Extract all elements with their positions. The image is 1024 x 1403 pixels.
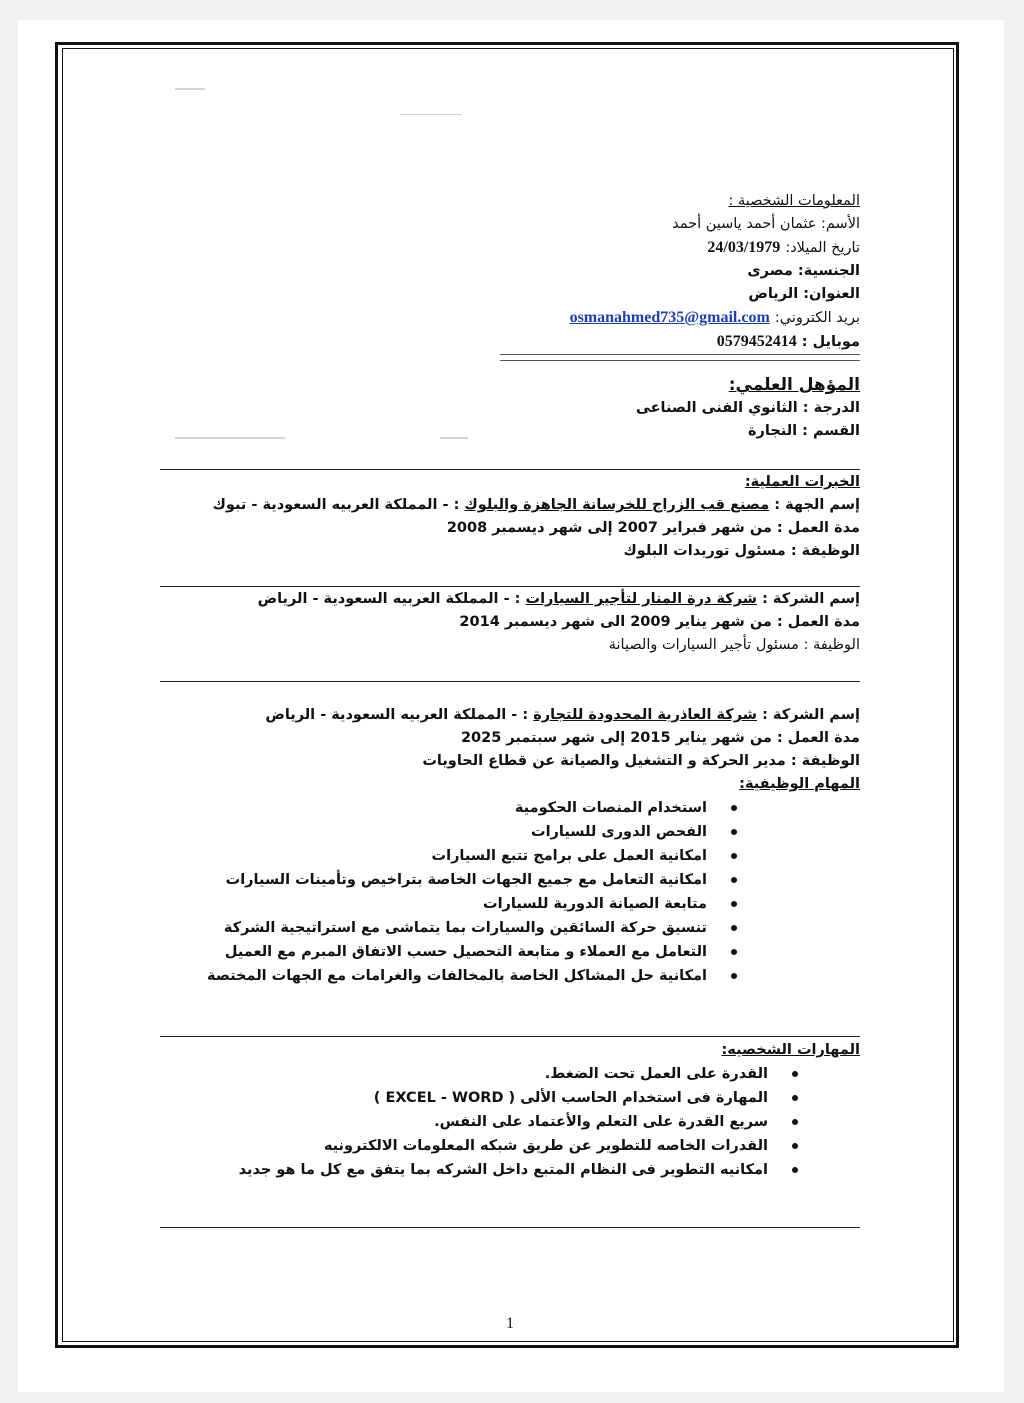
list-item — [160, 1134, 798, 1158]
list-item — [160, 796, 737, 820]
experience-heading: الخبرات العملية: — [744, 474, 860, 490]
task-text: امكانية حل المشاكل الخاصة بالمخالفات والغرامات مع الجهات المختصة — [207, 968, 707, 984]
mobile-value: 0579452414 — [716, 333, 797, 350]
job-3-period: مدة العمل : من شهر يناير 2015 إلى شهر سبتمبر 2025 — [460, 730, 860, 746]
tasks-heading: المهام الوظيفية: — [739, 776, 860, 792]
bullet-icon — [731, 805, 737, 811]
list-item — [160, 1062, 798, 1086]
bullet-icon — [731, 973, 737, 979]
personal-heading: المعلومات الشخصية : — [728, 193, 860, 209]
task-text: استخدام المنصات الحكومية — [514, 800, 707, 816]
task-text: متابعة الصيانة الدورية للسيارات — [483, 896, 707, 912]
page-number: 1 — [506, 1315, 514, 1332]
job-1-org — [160, 494, 860, 517]
job-2-role: الوظيفة : مسئول تأجير السيارات والصيانة — [608, 637, 860, 653]
education-heading: المؤهل العلمي: — [728, 375, 860, 395]
section-divider — [160, 1036, 860, 1037]
bullet-icon — [731, 877, 737, 883]
job-org-location: : - المملكة العربيه السعودية - الرياض — [265, 707, 529, 723]
double-divider — [500, 354, 860, 361]
list-item — [160, 964, 737, 988]
skill-text: سريع القدرة على التعلم والأعتماد على النفس. — [434, 1114, 768, 1130]
tasks-list — [160, 796, 737, 988]
task-text: التعامل مع العملاء و متابعة التحصيل حسب الاتفاق المبرم مع العميل — [224, 944, 707, 960]
skills-list-wrapper — [160, 1062, 798, 1182]
section-divider — [160, 1227, 860, 1228]
skills-list — [160, 1062, 798, 1182]
job-3-org — [160, 704, 860, 727]
bullet-icon — [731, 925, 737, 931]
list-item — [160, 868, 737, 892]
section-divider — [160, 469, 860, 470]
job-org-name: شركة درة المنار لتأجير السيارات — [525, 591, 758, 607]
skill-text: القدرة على العمل تحت الضغط. — [544, 1066, 768, 1082]
section-divider — [160, 586, 860, 587]
job-2-period: مدة العمل : من شهر يناير 2009 الى شهر ديسمبر 2014 — [459, 614, 860, 630]
section-divider — [160, 681, 860, 682]
job-org-name: شركة العاذرية المحدودة للتجارة — [533, 707, 758, 723]
experience-section — [160, 471, 860, 563]
job-3-role: الوظيفة : مدير الحركة و التشغيل والصيانة عن قطاع الحاويات — [422, 753, 860, 769]
list-item — [160, 1086, 798, 1110]
skill-text: امكانيه التطوير فى النظام المتبع داخل الشركه بما يتفق مع كل ما هو جديد — [238, 1162, 768, 1178]
list-item — [160, 916, 737, 940]
birth-label: تاريخ الميلاد: — [785, 240, 860, 256]
skill-text: المهارة فى استخدام الحاسب الألى ( EXCEL - WORD ) — [373, 1090, 768, 1106]
task-text: تنسيق حركة السائقين والسيارات بما يتماشى مع استراتيجية الشركة — [223, 920, 707, 936]
skills-section — [160, 1039, 860, 1062]
skill-text: القدرات الخاصه للتطوير عن طريق شبكه المعلومات الالكترونيه — [323, 1138, 768, 1154]
list-item — [160, 844, 737, 868]
list-item — [160, 940, 737, 964]
job-org-location: : - المملكة العربيه السعودية - الرياض — [257, 591, 521, 607]
task-text: الفحص الدورى للسيارات — [531, 824, 707, 840]
birth-line — [160, 236, 860, 260]
task-text: امكانية العمل على برامج تتبع السيارات — [431, 848, 707, 864]
bullet-icon — [792, 1143, 798, 1149]
job-org-name: مصنع قب الزراج للخرسانة الجاهزة والبلوك — [464, 497, 770, 513]
job-1-role: الوظيفة : مسئول توريدات البلوك — [623, 543, 860, 559]
birth-value: 24/03/1979 — [707, 239, 781, 256]
email-link[interactable]: osmanahmed735@gmail.com — [569, 309, 770, 326]
mobile-label: موبايل : — [801, 334, 860, 350]
address-line: العنوان: الرياض — [748, 286, 860, 302]
mobile-line — [160, 330, 860, 354]
scan-artifact — [175, 88, 205, 90]
task-text: امكانية التعامل مع جميع الجهات الخاصة بتراخيص وتأمينات السيارات — [225, 872, 707, 888]
list-item — [160, 1158, 798, 1182]
degree-line: الدرجة : الثانوي الفنى الصناعى — [635, 400, 860, 416]
job-org-label: إسم الشركة : — [762, 591, 860, 607]
bullet-icon — [792, 1167, 798, 1173]
job-org-location: : - المملكة العربيه السعودية - تبوك — [212, 497, 460, 513]
skills-heading: المهارات الشخصيه: — [721, 1042, 860, 1058]
job-org-label: إسم الجهة : — [774, 497, 860, 513]
nationality-line: الجنسية: مصرى — [747, 263, 860, 279]
job-2-org — [160, 588, 860, 611]
list-item — [160, 820, 737, 844]
job-org-label: إسم الشركة : — [762, 707, 860, 723]
name-line: الأسم: عثمان أحمد ياسين أحمد — [672, 216, 860, 232]
bullet-icon — [731, 901, 737, 907]
job-3 — [160, 704, 860, 796]
job-2 — [160, 588, 860, 657]
bullet-icon — [792, 1119, 798, 1125]
department-line: القسم : النجارة — [747, 423, 860, 439]
job-1-period: مدة العمل : من شهر فبراير 2007 إلى شهر ديسمبر 2008 — [446, 520, 860, 536]
bullet-icon — [792, 1071, 798, 1077]
email-label: بريد الكتروني: — [774, 310, 860, 326]
education-section — [160, 374, 860, 443]
bullet-icon — [731, 829, 737, 835]
email-line — [160, 306, 860, 330]
list-item — [160, 1110, 798, 1134]
personal-section — [160, 190, 860, 354]
bullet-icon — [792, 1095, 798, 1101]
bullet-icon — [731, 949, 737, 955]
list-item — [160, 892, 737, 916]
scan-artifact — [400, 114, 462, 115]
bullet-icon — [731, 853, 737, 859]
tasks-list-wrapper — [160, 796, 737, 988]
